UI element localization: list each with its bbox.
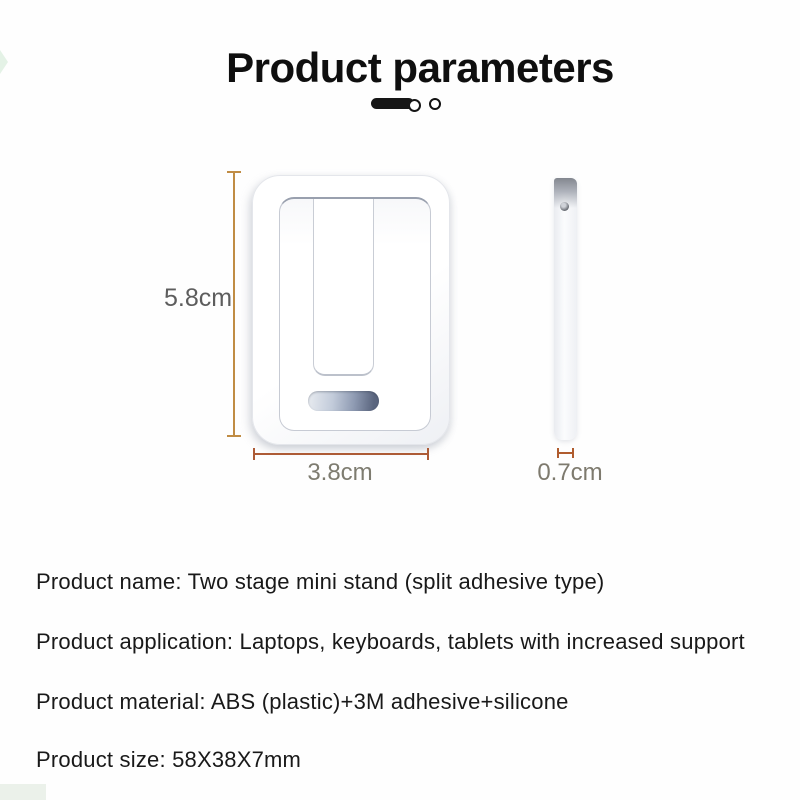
pill-notch-icon: [408, 99, 421, 112]
spec-value: 58X38X7mm: [172, 747, 302, 772]
hinge-pin-icon: [560, 202, 569, 211]
width-dimension-line: [253, 453, 429, 455]
ring-icon: [429, 98, 441, 110]
thickness-dimension-line: [557, 452, 574, 454]
spec-label: Product size:: [36, 747, 166, 772]
height-dimension-label: 5.8cm: [164, 284, 233, 312]
spec-value: Laptops, keyboards, tablets with increased support: [239, 629, 745, 654]
product-side-view: [554, 178, 577, 440]
kickstand-tab: [313, 199, 374, 376]
page-title: Product parameters: [226, 44, 614, 91]
adhesive-base-plate: [279, 197, 431, 431]
spec-value: ABS (plastic)+3M adhesive+silicone: [210, 689, 569, 714]
corner-accent-icon: [0, 50, 8, 74]
spec-product-application: [36, 629, 745, 655]
spec-product-material: [36, 689, 569, 715]
spec-label: Product application:: [36, 629, 234, 654]
spec-label: Product name:: [36, 569, 182, 594]
spec-product-size: [36, 747, 301, 773]
product-front-view: [252, 175, 450, 445]
corner-accent-icon: [0, 784, 46, 800]
spec-label: Product material:: [36, 689, 206, 714]
spec-product-name: [36, 569, 604, 595]
thickness-dimension-label: 0.7cm: [537, 459, 603, 486]
height-dimension-line: [233, 171, 235, 437]
finger-slot: [308, 391, 379, 411]
spec-value: Two stage mini stand (split adhesive type): [187, 569, 605, 594]
width-dimension-label: 3.8cm: [307, 459, 373, 486]
